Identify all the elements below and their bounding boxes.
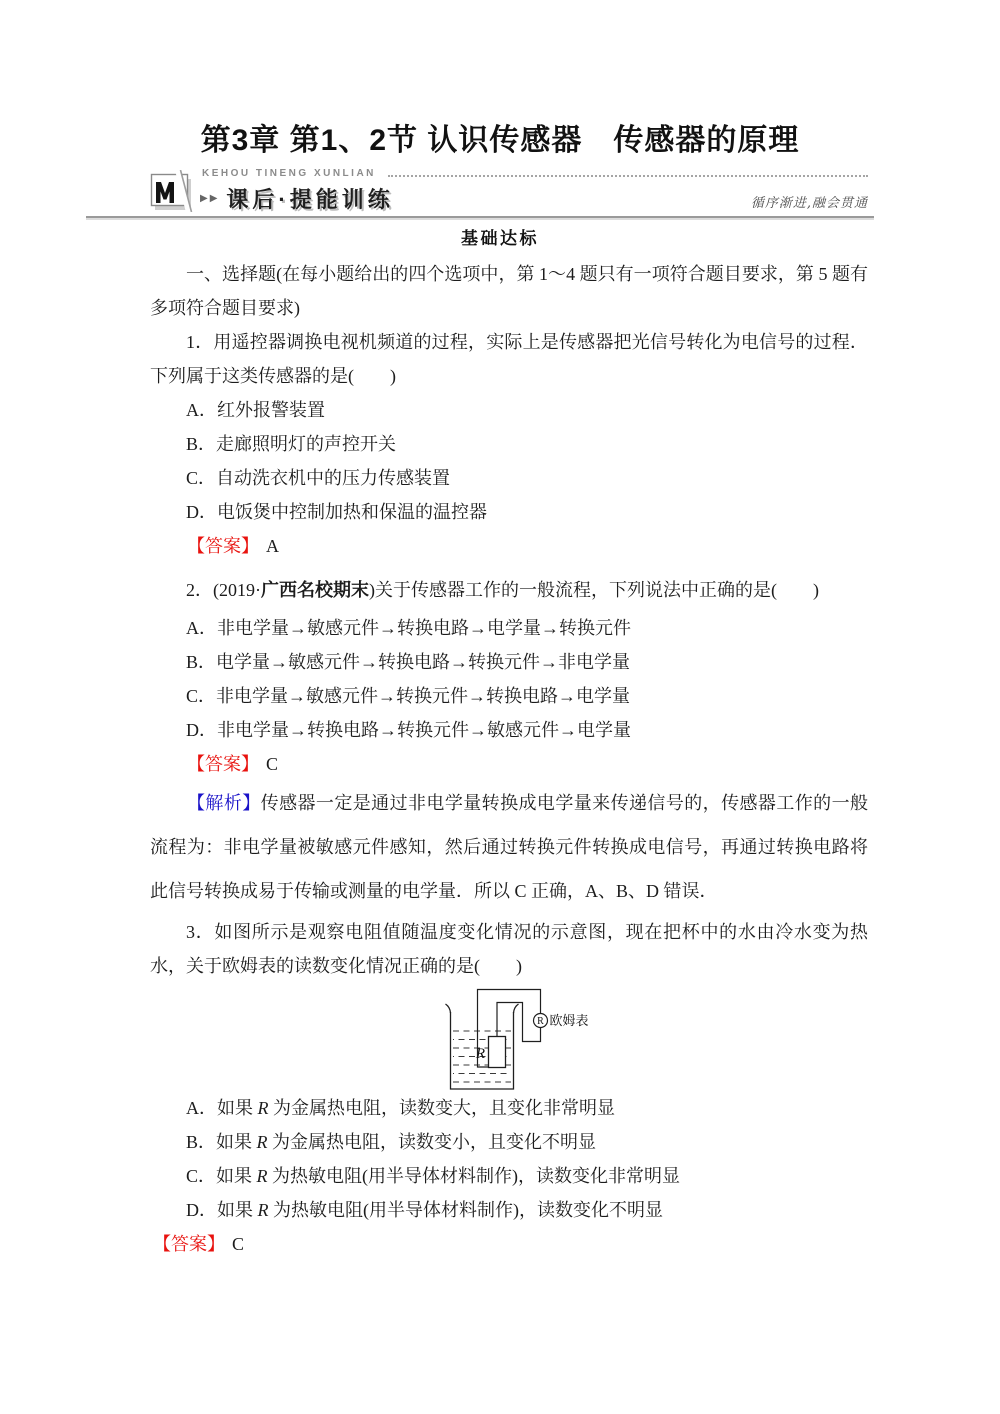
answer-value: A <box>266 536 279 556</box>
question-1 <box>150 325 868 563</box>
content-area <box>150 257 868 1261</box>
answer-label: 【答案】 <box>187 536 259 556</box>
intro-text: 一、选择题(在每小题给出的四个选项中，第 1～4 题只有一项符合题目要求，第 5 题有多项符合题目要求) <box>150 264 868 318</box>
option-text: 为金属热电阻，读数变小，且变化不明显 <box>267 1132 597 1152</box>
option-text: D．如果 <box>186 1200 258 1220</box>
answer-label: 【答案】 <box>153 1234 225 1254</box>
option-text: 为金属热电阻，读数变大，且变化非常明显 <box>268 1098 615 1118</box>
question-2 <box>150 573 868 913</box>
banner-motto: 循序渐进,融会贯通 <box>750 196 868 211</box>
question-2-option-b: B．电学量→敏感元件→转换电路→转换元件→非电学量 <box>186 652 631 672</box>
answer-value: C <box>266 754 279 774</box>
question-3-option-b <box>150 1125 868 1159</box>
banner-main-row <box>200 183 394 214</box>
question-1-answer-line <box>150 529 868 563</box>
question-3-option-d <box>150 1193 868 1227</box>
answer-value: C <box>232 1234 245 1254</box>
question-2-stem <box>150 573 868 607</box>
section-heading: 基础达标 <box>461 229 539 248</box>
question-1-option-d: D．电饭煲中控制加热和保温的温控器 <box>186 502 487 522</box>
circuit-figure <box>440 983 868 1091</box>
question-2-option-d: D．非电学量→转换电路→转换元件→敏感元件→电学量 <box>186 720 631 740</box>
option-variable: R <box>257 1098 269 1118</box>
option-text: 为热敏电阻(用半导体材料制作)，读数变化非常明显 <box>267 1166 681 1186</box>
resistor <box>489 1037 506 1068</box>
question-2-options <box>150 611 868 747</box>
question-2-option-c: C．非电学量→敏感元件→转换元件→转换电路→电学量 <box>186 686 631 706</box>
circuit-figure-svg <box>440 983 644 1091</box>
option-variable: R <box>257 1200 269 1220</box>
question-1-option-b: B．走廊照明灯的声控开关 <box>186 434 397 454</box>
question-1-stem: 1．用遥控器调换电视机频道的过程，实际上是传感器把光信号转化为电信号的过程．下列属于这类传感器的是( ) <box>150 332 868 386</box>
wire-outer <box>478 990 541 1068</box>
stem-source-tag: 广西名校期末 <box>261 580 369 600</box>
option-text: C．如果 <box>186 1166 257 1186</box>
stem-text: 2．(2019· <box>186 580 261 600</box>
banner-dotted-line <box>388 175 868 177</box>
question-3-options <box>150 1091 868 1227</box>
option-variable: R <box>256 1166 268 1186</box>
answer-label: 【答案】 <box>187 754 259 774</box>
question-3-option-c <box>150 1159 868 1193</box>
question-3 <box>150 915 868 1261</box>
analysis-label: 【解析】 <box>187 793 261 813</box>
question-1-option-a: A．红外报警装置 <box>186 400 325 420</box>
question-3-option-a <box>150 1091 868 1125</box>
option-text: 为热敏电阻(用半导体材料制作)，读数变化不明显 <box>268 1200 663 1220</box>
option-variable: R <box>256 1132 268 1152</box>
brand-logo-icon <box>150 170 196 212</box>
banner-main-title: 课后·提能训练 <box>226 187 394 212</box>
question-1-option-c: C．自动洗衣机中的压力传感装置 <box>186 468 451 488</box>
page-title: 第3章 第1、2节 认识传感器 传感器的原理 <box>200 124 800 157</box>
option-text: B．如果 <box>186 1132 257 1152</box>
header-banner <box>150 168 868 214</box>
question-2-answer-line <box>150 747 868 781</box>
resistor-label: R <box>475 1046 485 1062</box>
banner-pinyin: KEHOU TINENG XUNLIAN <box>202 168 376 179</box>
double-arrow-icon: ▶▶ <box>200 193 220 204</box>
stem-text: )关于传感器工作的一般流程，下列说法中正确的是( ) <box>369 580 819 600</box>
ohmmeter-symbol: R <box>537 1016 544 1027</box>
option-text: A．如果 <box>186 1098 258 1118</box>
question-2-option-a: A．非电学量→敏感元件→转换电路→电学量→转换元件 <box>186 618 631 638</box>
banner-divider <box>86 216 874 218</box>
question-2-analysis-line <box>150 781 868 913</box>
question-3-stem: 3．如图所示是观察电阻值随温度变化情况的示意图，现在把杯中的水由冷水变为热水，关于欧姆表的读数变化情况正确的是( ) <box>150 922 868 976</box>
ohmmeter-label: 欧姆表 <box>549 1013 589 1028</box>
analysis-text: 传感器一定是通过非电学量转换成电学量来传递信号的，传感器工作的一般流程为：非电学量被敏感元件感知，然后通过转换元件转换成电信号，再通过转换电路将此信号转换成易于传输或测量的电学量．所以 C 正确，A、B、D 错误． <box>150 793 869 901</box>
question-3-answer-line <box>150 1227 868 1261</box>
